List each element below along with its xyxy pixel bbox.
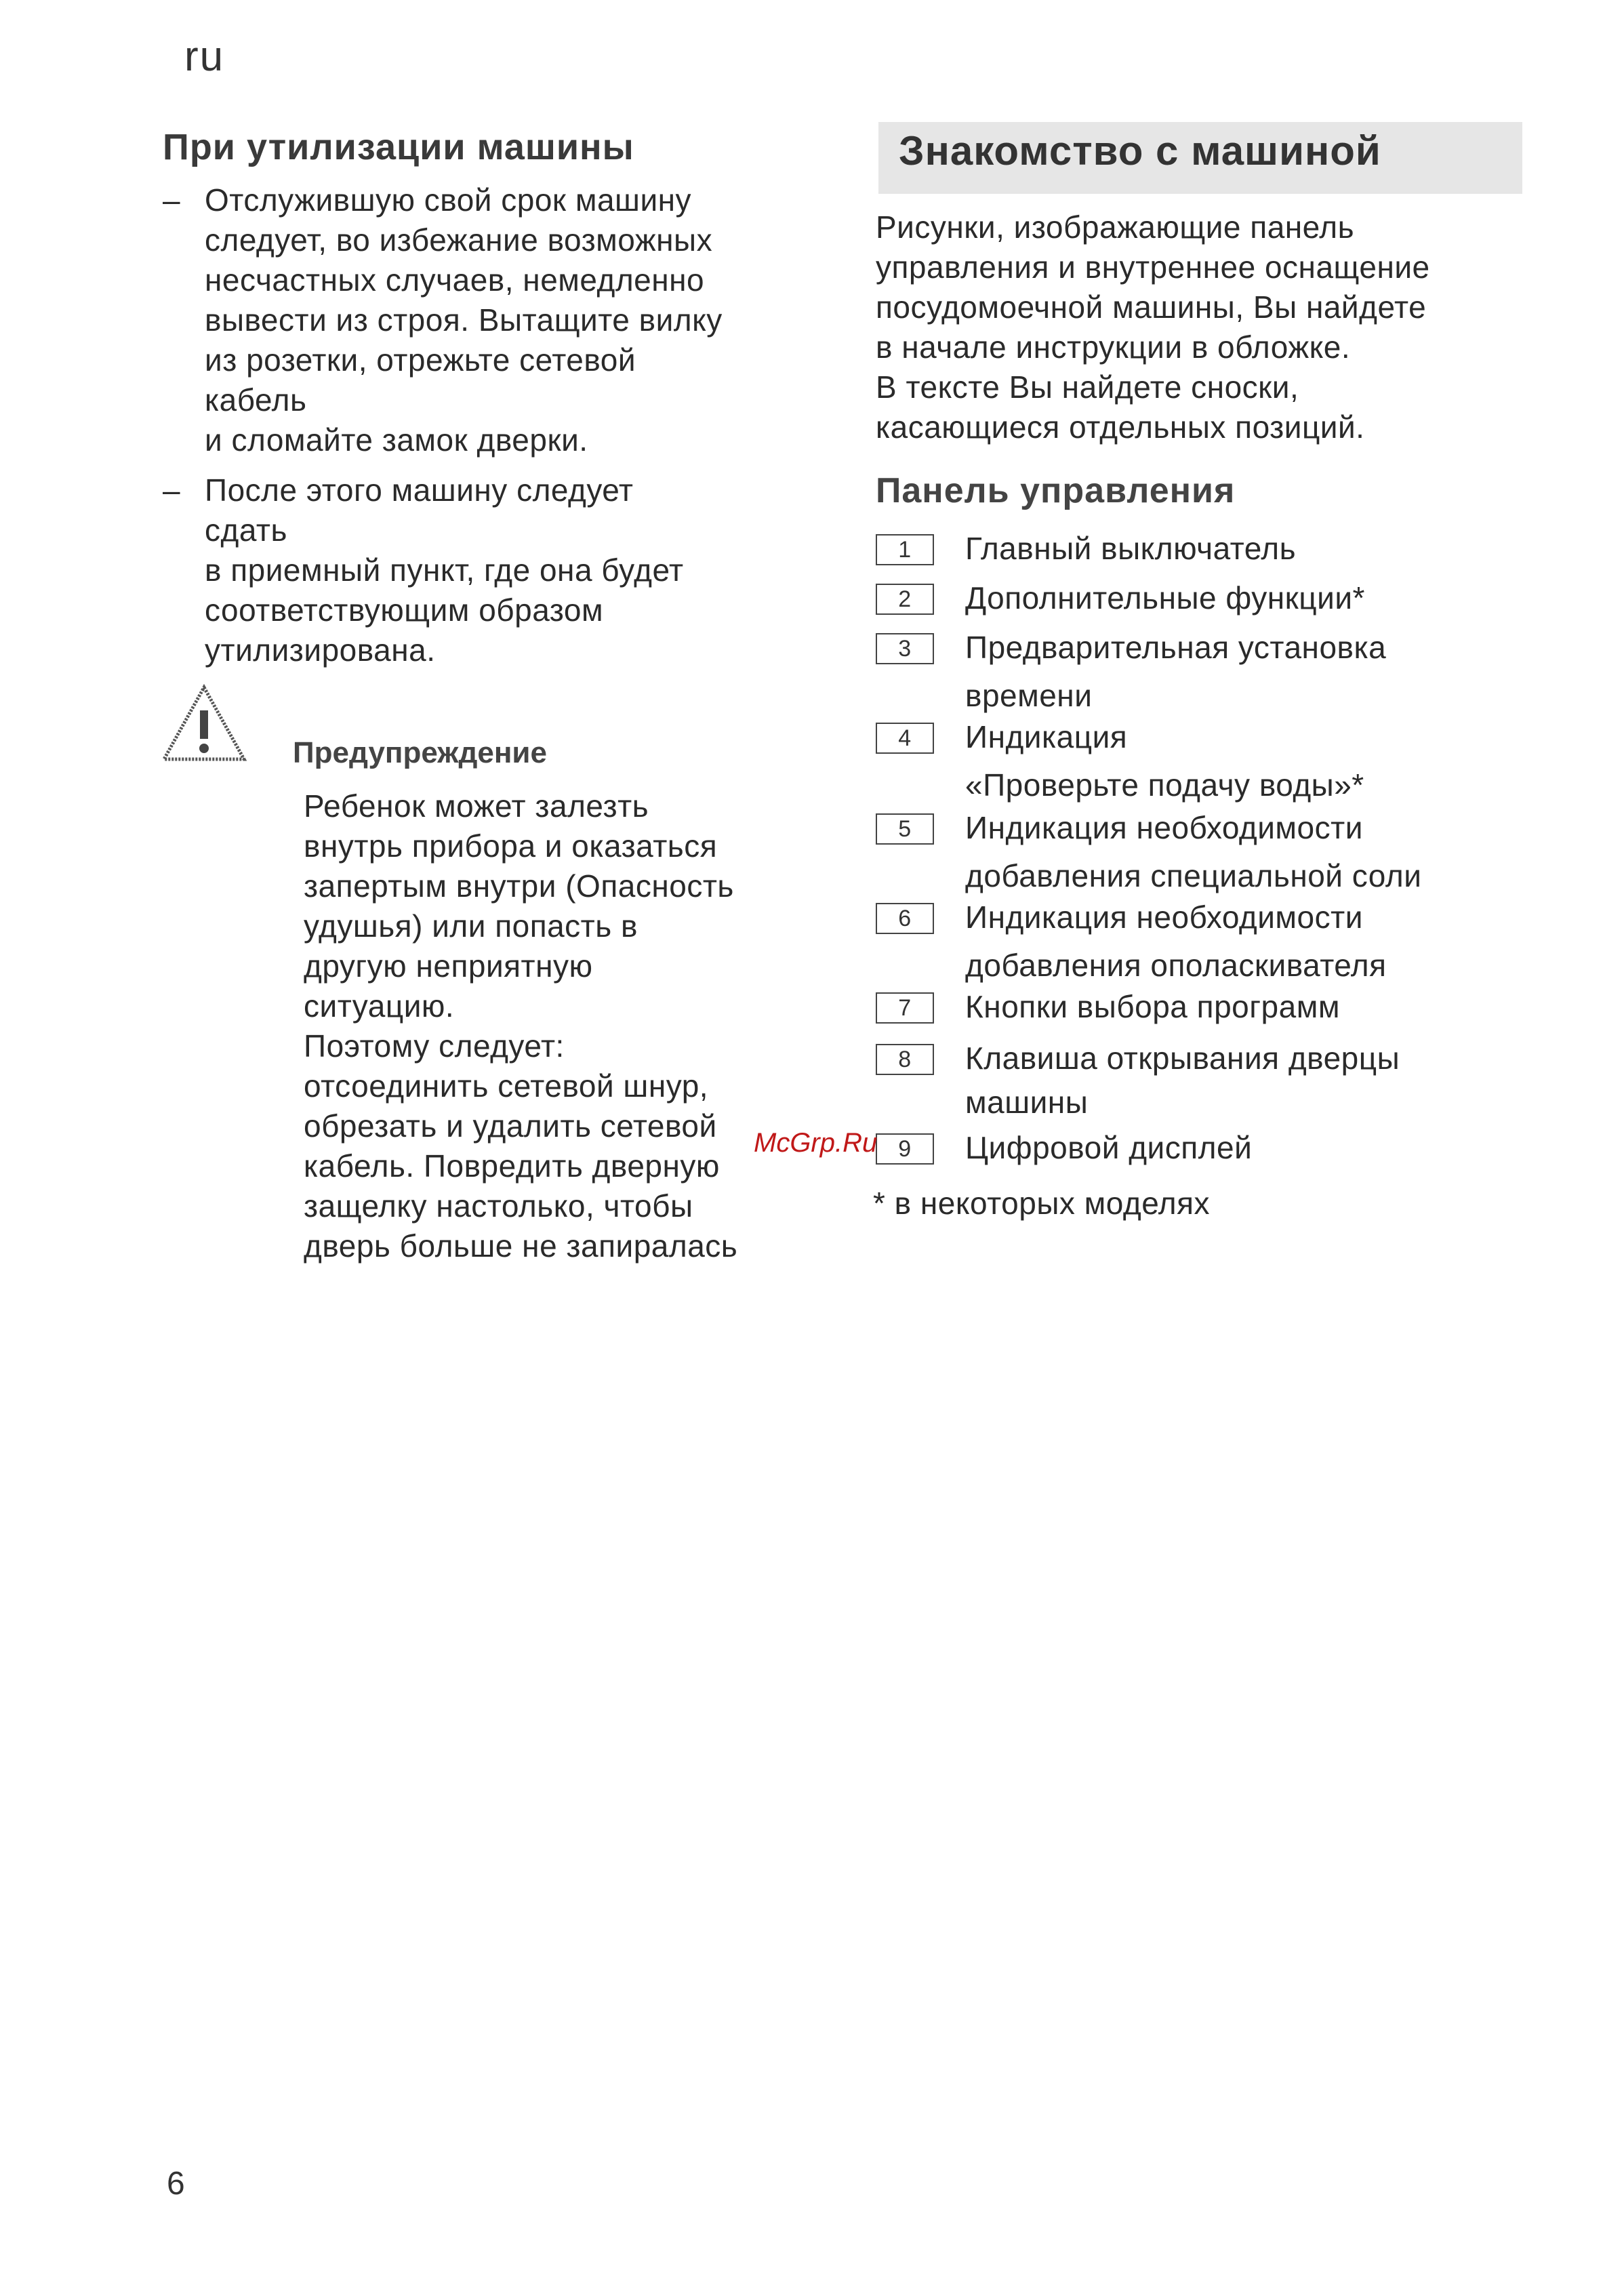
panel-item-label [965, 717, 1521, 805]
text-line: вывести из строя. Вытащите вилку [205, 302, 723, 338]
text-line: другую неприятную [304, 948, 593, 984]
panel-item-label: Дополнительные функции* [965, 580, 1365, 615]
text-line: в начале инструкции в обложке. [876, 329, 1351, 365]
text-line: следует, во избежание возможных [205, 222, 713, 258]
text-line: из розетки, отрежьте сетевой [205, 342, 636, 378]
text-line: времени [965, 678, 1093, 713]
panel-item-number: 6 [876, 903, 934, 934]
warning-text [304, 786, 859, 1266]
text-line: запертым внутри (Опасность [304, 868, 734, 904]
text-line: кабель [205, 382, 307, 418]
panel-item-label [965, 897, 1521, 986]
panel-item-label: Кнопки выбора программ [965, 989, 1340, 1024]
text-line: кабель. Повредить дверную [304, 1148, 720, 1184]
text-line: защелку настолько, чтобы [304, 1188, 693, 1224]
text-line: После этого машину следует [205, 472, 634, 508]
text-line: обрезать и удалить сетевой [304, 1108, 717, 1144]
disposal-heading: При утилизации машины [163, 127, 634, 167]
panel-item-number: 8 [876, 1044, 934, 1075]
text-line: Индикация [965, 719, 1128, 754]
intro-heading: Знакомство с машиной [899, 128, 1381, 174]
watermark-link[interactable]: McGrp.Ru [754, 1128, 878, 1158]
intro-text [876, 207, 1526, 447]
panel-heading: Панель управления [876, 471, 1236, 510]
warning-triangle-icon [160, 683, 248, 765]
text-line: Ребенок может залезть [304, 788, 649, 824]
text-line: Индикация необходимости [965, 900, 1363, 935]
panel-item-label: Цифровой дисплей [965, 1130, 1253, 1165]
panel-item-label [965, 1038, 1521, 1123]
text-line: несчастных случаев, немедленно [205, 262, 705, 298]
language-code: ru [184, 33, 225, 80]
text-line: отсоединить сетевой шнур, [304, 1068, 709, 1104]
text-line: добавления ополаскивателя [965, 948, 1387, 983]
panel-item-number: 7 [876, 992, 934, 1024]
disposal-bullet-1 [205, 180, 842, 460]
bullet-dash: – [163, 182, 180, 218]
panel-item-number: 1 [876, 534, 934, 565]
text-line: Рисунки, изображающие панель [876, 209, 1355, 245]
text-line: сдать [205, 512, 287, 548]
text-line: удушья) или попасть в [304, 908, 638, 944]
panel-item-number: 3 [876, 633, 934, 664]
text-line: добавления специальной соли [965, 858, 1422, 893]
footnote: * в некоторых моделях [873, 1186, 1211, 1221]
text-line: Индикация необходимости [965, 810, 1363, 845]
text-line: и сломайте замок дверки. [205, 422, 588, 458]
text-line: управления и внутреннее оснащение [876, 249, 1430, 285]
text-line: Предварительная установка [965, 630, 1387, 665]
panel-item-number: 4 [876, 723, 934, 754]
text-line: В тексте Вы найдете сноски, [876, 369, 1299, 405]
warning-title: Предупреждение [293, 736, 547, 769]
disposal-bullet-2 [205, 470, 842, 670]
text-line: Поэтому следует: [304, 1028, 565, 1064]
panel-item-number: 9 [876, 1133, 934, 1165]
text-line: дверь больше не запиралась [304, 1228, 738, 1264]
text-line: ситуацию. [304, 988, 455, 1024]
text-line: в приемный пункт, где она будет [205, 552, 684, 588]
text-line: посудомоечной машины, Вы найдете [876, 289, 1427, 325]
intro-heading-box [878, 122, 1522, 194]
text-line: «Проверьте подачу воды»* [965, 767, 1364, 803]
panel-item-label [965, 628, 1521, 716]
bullet-dash: – [163, 472, 180, 508]
panel-item-number: 5 [876, 813, 934, 845]
panel-item-number: 2 [876, 584, 934, 615]
panel-item-label [965, 808, 1521, 896]
text-line: Клавиша открывания дверцы [965, 1041, 1400, 1076]
text-line: Отслужившую свой срок машину [205, 182, 692, 218]
text-line: утилизирована. [205, 632, 436, 668]
text-line: машины [965, 1085, 1089, 1120]
text-line: внутрь прибора и оказаться [304, 828, 718, 864]
panel-item-label: Главный выключатель [965, 531, 1297, 566]
page-number: 6 [167, 2166, 185, 2202]
text-line: соответствующим образом [205, 592, 604, 628]
text-line: касающиеся отдельных позиций. [876, 409, 1365, 445]
